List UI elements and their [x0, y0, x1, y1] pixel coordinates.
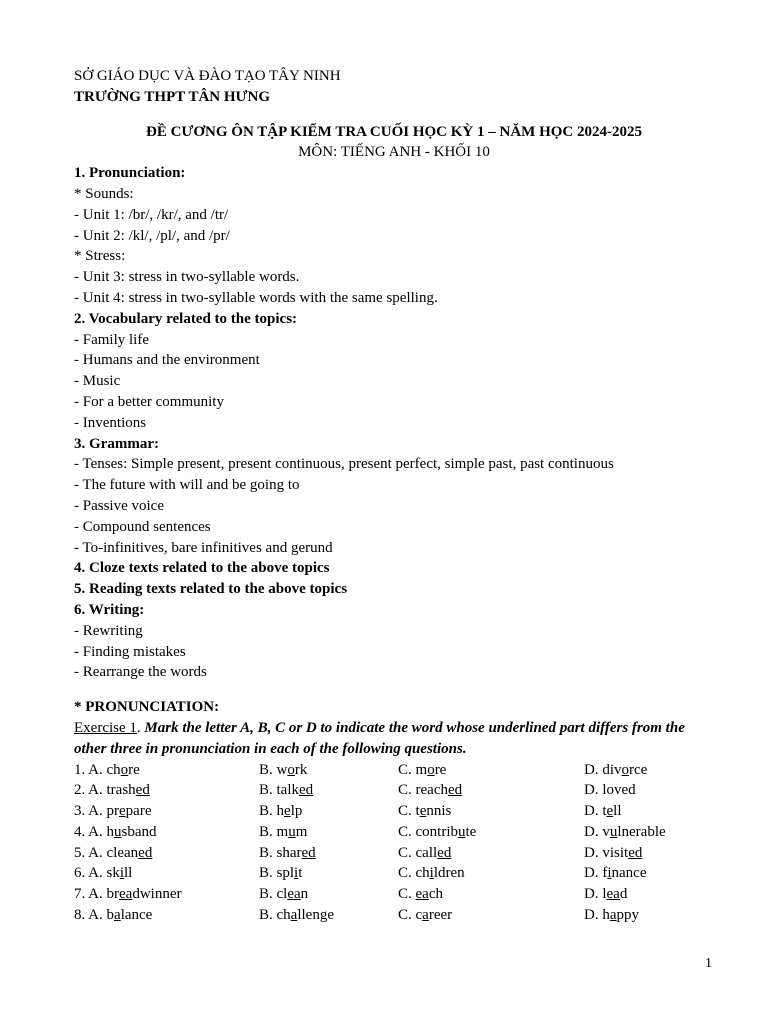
underlined-part: o	[120, 761, 129, 778]
outline-item: * Sounds:	[74, 185, 134, 202]
question-row	[74, 801, 714, 822]
option-text: C. m	[398, 761, 428, 778]
option-text: 7. A. br	[74, 886, 119, 903]
option-text: B. m	[259, 823, 289, 840]
underlined-part: e	[606, 803, 614, 820]
option-b	[259, 780, 313, 801]
option-b	[259, 884, 308, 905]
option-d	[584, 884, 627, 905]
outline-item: - Passive voice	[74, 497, 164, 514]
option-text: C. t	[398, 803, 420, 820]
option-text-rest: m	[295, 823, 308, 840]
question-row	[74, 905, 714, 926]
option-text: 5. A. clean	[74, 844, 139, 861]
option-b	[259, 801, 302, 822]
option-b	[259, 822, 307, 843]
outline-item: - Inventions	[74, 414, 147, 431]
option-d	[584, 760, 647, 781]
option-text: C. c	[398, 907, 423, 924]
outline-item: - Tenses: Simple present, present continuous, present perfect, simple past, past continuous	[74, 456, 614, 473]
outline-section	[74, 163, 714, 683]
outline-item: - Unit 4: stress in two-syllable words with the same spelling.	[74, 289, 438, 306]
underlined-part: ed	[447, 782, 463, 799]
option-text: 8. A. b	[74, 907, 115, 924]
option-c	[398, 822, 476, 843]
exercise-dot: .	[136, 719, 141, 736]
underlined-part: u	[458, 823, 466, 840]
underlined-part: ed	[301, 844, 316, 861]
question-row	[74, 843, 714, 864]
option-text: B. ch	[259, 907, 291, 924]
underlined-part: u	[609, 823, 618, 840]
underlined-part: u	[114, 823, 122, 840]
option-b	[259, 760, 307, 781]
question-row	[74, 760, 714, 781]
underlined-part: i	[294, 865, 299, 882]
underlined-part: o	[427, 761, 435, 778]
section-heading: 1. Pronunciation:	[74, 165, 186, 182]
option-text: D. v	[584, 823, 610, 840]
section-heading: 4. Cloze texts related to the above topics	[74, 560, 330, 577]
option-text-rest: sband	[121, 823, 157, 840]
underlined-part: i	[429, 865, 434, 882]
option-text-rest: ldren	[433, 865, 465, 882]
outline-item: - Rearrange the words	[74, 664, 207, 681]
underlined-part: a	[422, 907, 429, 924]
option-text: C. contrib	[398, 823, 458, 840]
option-text-rest: ll	[124, 865, 133, 882]
option-text: D. l	[584, 886, 607, 903]
option-text-rest: pare	[125, 803, 152, 820]
outline-item: - For a better community	[74, 393, 224, 410]
underlined-part: u	[288, 823, 296, 840]
option-text: 3. A. pr	[74, 803, 119, 820]
document-page	[74, 66, 714, 926]
option-text-rest: te	[465, 823, 477, 840]
section-heading: 6. Writing:	[74, 601, 145, 618]
exercise-instruction	[74, 718, 714, 760]
option-text: 2. A. trash	[74, 782, 136, 799]
option-text: C.	[398, 886, 416, 903]
underlined-part: ed	[138, 844, 153, 861]
option-text: D. h	[584, 907, 610, 924]
outline-item: - The future with will and be going to	[74, 477, 300, 494]
option-a	[74, 863, 132, 884]
option-text-rest: re	[128, 761, 140, 778]
option-text: D. f	[584, 865, 608, 882]
outline-item: - Music	[74, 373, 121, 390]
option-d	[584, 780, 636, 801]
option-text-rest: t	[298, 865, 303, 882]
option-text-rest: nnis	[426, 803, 452, 820]
option-text: C. reach	[398, 782, 448, 799]
option-d	[584, 801, 622, 822]
option-a	[74, 884, 181, 905]
option-text-rest: ppy	[616, 907, 640, 924]
underlined-part: i	[119, 865, 125, 882]
section-heading: 2. Vocabulary related to the topics:	[74, 310, 298, 327]
option-text: 6. A. sk	[74, 865, 120, 882]
underlined-part: ed	[437, 844, 452, 861]
option-c	[398, 801, 451, 822]
option-text: B. h	[259, 803, 285, 820]
outline-item: - Finding mistakes	[74, 643, 186, 660]
underlined-part: e	[419, 803, 427, 820]
underlined-part: ed	[628, 844, 643, 861]
underlined-part: o	[621, 761, 629, 778]
option-text-rest: lance	[120, 907, 153, 924]
outline-item: - Rewriting	[74, 622, 143, 639]
option-text: B. cl	[259, 886, 288, 903]
option-text: 1. A. ch	[74, 761, 121, 778]
option-a	[74, 780, 150, 801]
underlined-part: e	[119, 803, 126, 820]
underlined-part: a	[609, 907, 617, 924]
option-text-rest: ch	[428, 886, 444, 903]
option-c	[398, 760, 446, 781]
outline-item: * Stress:	[74, 248, 126, 265]
outline-item: - To-infinitives, bare infinitives and gerund	[74, 539, 333, 556]
document-title: ĐỀ CƯƠNG ÔN TẬP KIỂM TRA CUỐI HỌC KỲ 1 – NĂM HỌC 2024-2025	[146, 123, 642, 140]
question-list	[74, 760, 714, 926]
option-text-rest: ll	[613, 803, 622, 820]
option-text: B. w	[259, 761, 288, 778]
option-b	[259, 905, 334, 926]
underlined-part: ea	[415, 886, 429, 903]
option-c	[398, 884, 443, 905]
option-text: D. visit	[584, 844, 629, 861]
question-row	[74, 822, 714, 843]
option-b	[259, 843, 316, 864]
option-text-rest: reer	[428, 907, 453, 924]
underlined-part: a	[114, 907, 121, 924]
option-text-rest: re	[434, 761, 447, 778]
option-a	[74, 843, 152, 864]
option-text-rest: llenge	[297, 907, 334, 924]
outline-item: - Unit 3: stress in two-syllable words.	[74, 269, 300, 286]
underlined-part: ed	[135, 782, 150, 799]
option-text-rest: rce	[629, 761, 648, 778]
page-number: 1	[705, 956, 712, 971]
instruction-text: Mark the letter A, B, C or D to indicate the word whose underlined part differs from the other three in pronunciation in each of the following questions.	[74, 719, 685, 757]
option-d	[584, 905, 639, 926]
option-c	[398, 905, 452, 926]
option-d	[584, 863, 646, 884]
option-text: C. call	[398, 844, 438, 861]
question-row	[74, 863, 714, 884]
option-a	[74, 760, 140, 781]
option-b	[259, 863, 302, 884]
outline-item: - Compound sentences	[74, 518, 211, 535]
option-text: D. loved	[584, 782, 636, 799]
option-text: 4. A. h	[74, 823, 115, 840]
pronunciation-heading: * PRONUNCIATION:	[74, 699, 220, 716]
option-text: D. t	[584, 803, 607, 820]
spacer	[74, 108, 714, 122]
option-a	[74, 801, 151, 822]
option-c	[398, 863, 465, 884]
department-name: SỞ GIÁO DỤC VÀ ĐÀO TẠO TÂY NINH	[74, 68, 341, 84]
option-c	[398, 780, 462, 801]
option-text-rest: rk	[294, 761, 308, 778]
option-d	[584, 843, 642, 864]
underlined-part: ea	[287, 886, 301, 903]
underlined-part: ea	[606, 886, 620, 903]
option-text-rest: dwinner	[132, 886, 182, 903]
option-text-rest: n	[300, 886, 309, 903]
outline-item: - Humans and the environment	[74, 352, 260, 369]
question-row	[74, 884, 714, 905]
option-text: C. ch	[398, 865, 430, 882]
option-a	[74, 905, 152, 926]
exercise-label: Exercise 1	[74, 719, 137, 736]
question-row	[74, 780, 714, 801]
option-text: D. div	[584, 761, 622, 778]
option-text-rest: nance	[611, 865, 647, 882]
option-text: B. talk	[259, 782, 299, 799]
option-c	[398, 843, 451, 864]
section-heading: 3. Grammar:	[74, 435, 159, 452]
outline-item: - Family life	[74, 331, 149, 348]
option-text-rest: lnerable	[617, 823, 666, 840]
underlined-part: ed	[299, 782, 314, 799]
underlined-part: a	[290, 907, 298, 924]
underlined-part: o	[287, 761, 295, 778]
option-text: B. shar	[259, 844, 302, 861]
section-heading: 5. Reading texts related to the above topics	[74, 581, 348, 598]
outline-item: - Unit 1: /br/, /kr/, and /tr/	[74, 206, 229, 223]
underlined-part: e	[284, 803, 291, 820]
subject-line: MÔN: TIẾNG ANH - KHỐI 10	[298, 144, 490, 161]
underlined-part: ea	[119, 886, 133, 903]
option-text-rest: lp	[290, 803, 303, 820]
underlined-part: i	[607, 865, 612, 882]
spacer	[74, 683, 714, 697]
option-text-rest: d	[619, 886, 628, 903]
outline-item: - Unit 2: /kl/, /pl/, and /pr/	[74, 227, 230, 244]
option-a	[74, 822, 157, 843]
school-name: TRƯỜNG THPT TÂN HƯNG	[74, 88, 270, 105]
option-d	[584, 822, 666, 843]
option-text: B. spl	[259, 865, 295, 882]
